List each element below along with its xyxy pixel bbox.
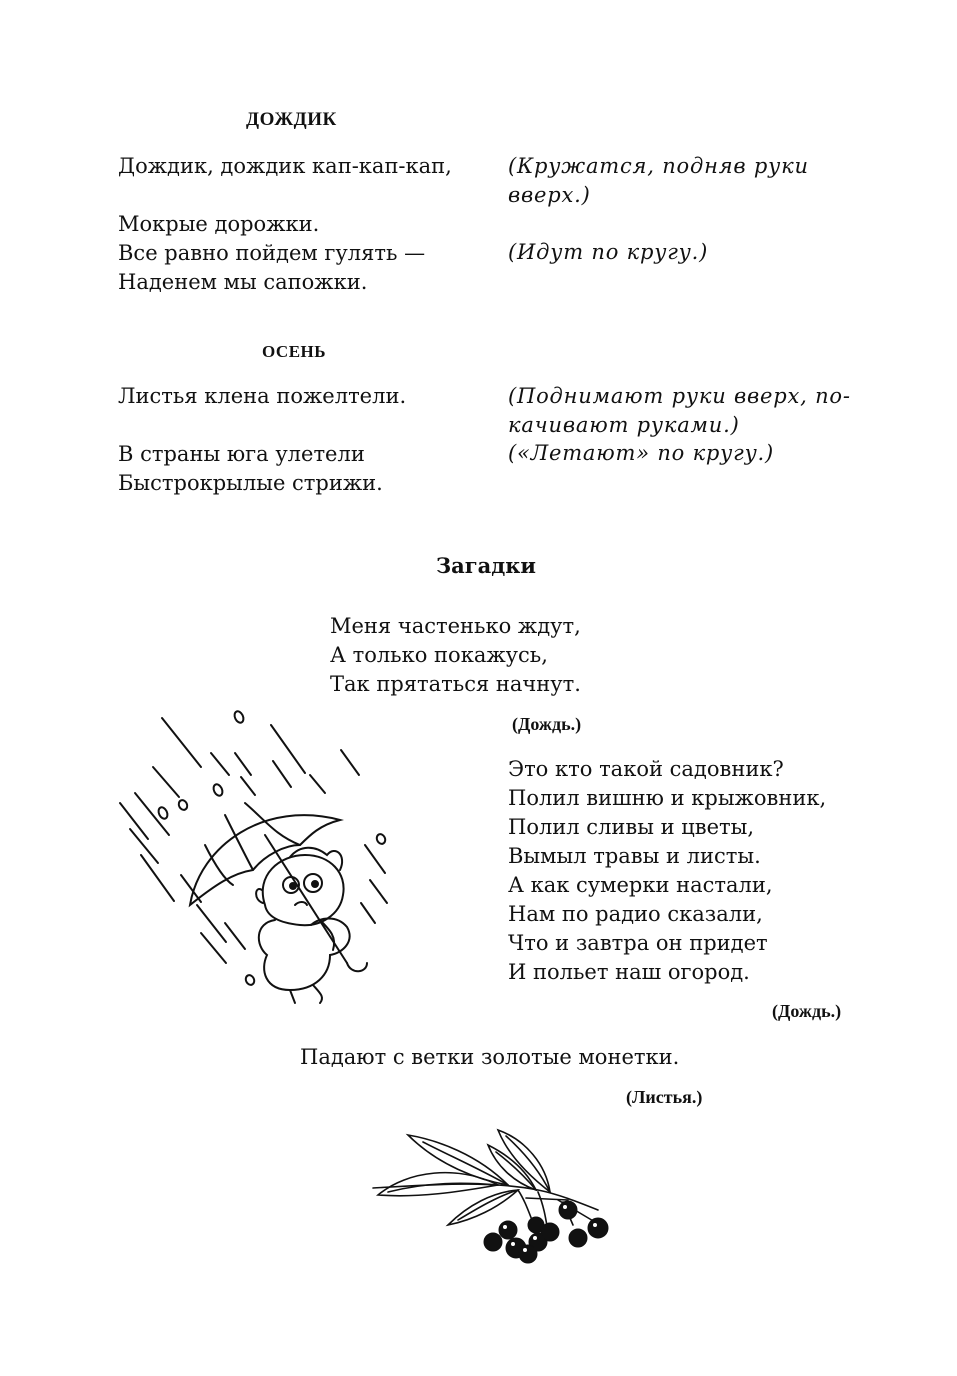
riddle-1 — [330, 612, 581, 699]
riddle-line: А как сумерки настали, — [508, 873, 773, 897]
verse-line: Мокрые дорожки. — [118, 212, 320, 236]
rain-child-illustration — [115, 705, 415, 1015]
riddles-title: Загадки — [436, 553, 536, 578]
rain-poem-title: ДОЖДИК — [246, 109, 337, 130]
verse-line: В страны юга улетели — [118, 442, 365, 466]
verse-line: Листья клена пожелтели. — [118, 384, 407, 408]
autumn-stage-direction: (Поднимают руки вверх, по-качивают руками.) — [508, 384, 851, 437]
riddle-line: Так прятаться начнут. — [330, 672, 581, 696]
riddle-line: Нам по радио сказали, — [508, 902, 763, 926]
berry-branch-illustration — [368, 1130, 618, 1270]
riddle-line: А только покажусь, — [330, 643, 548, 667]
riddle-2 — [508, 755, 826, 987]
verse-line: Наденем мы сапожки. — [118, 270, 368, 294]
rain-verse — [118, 152, 452, 297]
riddle-line: И польет наш огород. — [508, 960, 750, 984]
riddle-line: Падают с ветки золотые монетки. — [300, 1045, 680, 1069]
riddle-line: Это кто такой садовник? — [508, 757, 784, 781]
riddle-line: Вымыл травы и листы. — [508, 844, 761, 868]
rain-stage-direction: (Кружатся, подняв руки вверх.) — [508, 154, 809, 207]
riddle-line: Что и завтра он придет — [508, 931, 768, 955]
verse-line: Все равно пойдем гулять — — [118, 241, 426, 265]
riddle-line: Полил вишню и крыжовник, — [508, 786, 827, 810]
riddle-2-answer: (Дождь.) — [772, 1001, 842, 1021]
riddle-line: Меня частенько ждут, — [330, 614, 581, 638]
riddle-3 — [300, 1043, 679, 1072]
riddle-1-answer: (Дождь.) — [512, 714, 582, 734]
rain-stage-direction: (Идут по кругу.) — [508, 240, 709, 264]
autumn-verse — [118, 382, 406, 498]
riddle-3-answer: (Листья.) — [626, 1087, 703, 1107]
verse-line: Быстрокрылые стрижи. — [118, 471, 383, 495]
riddle-line: Полил сливы и цветы, — [508, 815, 755, 839]
verse-line: Дождик, дождик кап-кап-кап, — [118, 154, 452, 178]
autumn-poem-title: ОСЕНЬ — [262, 342, 327, 361]
autumn-stage-direction: («Летают» по кругу.) — [508, 441, 775, 465]
